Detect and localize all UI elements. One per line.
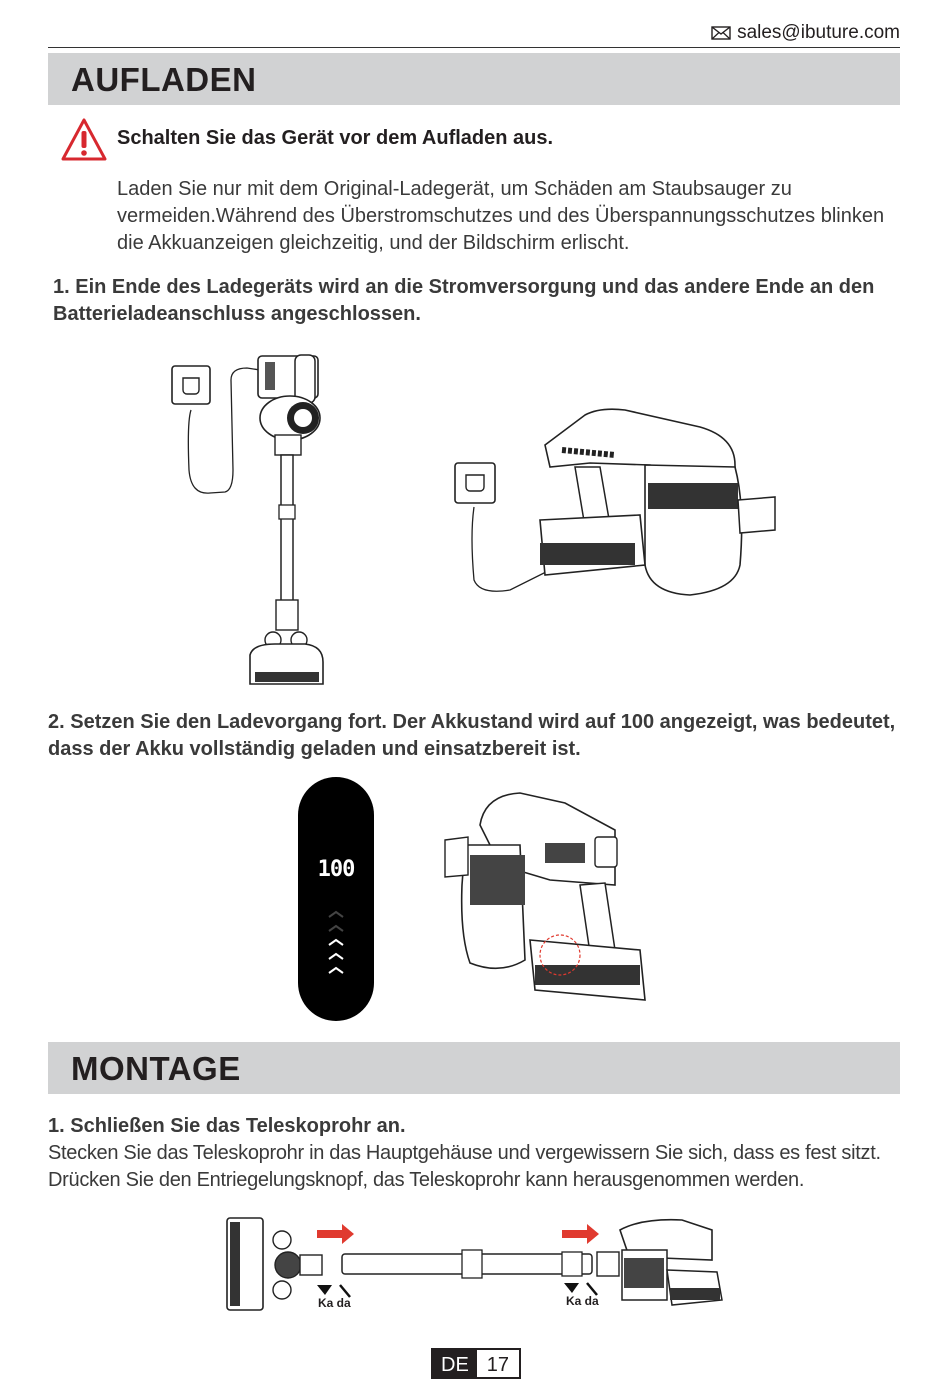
charging-step-2: 2. Setzen Sie den Ladevorgang fort. Der Akkustand wird auf 100 angezeigt, was bedeutet, dass der Akku vollständig geladen und einsatzbereit ist. (48, 711, 896, 760)
section-bar-assembly (48, 1042, 900, 1094)
section-title-assembly: MONTAGE (71, 1050, 241, 1087)
header-divider (48, 47, 900, 48)
page-language: DE (433, 1350, 477, 1377)
battery-level-indicator (298, 907, 374, 992)
section-bar-charging (48, 53, 900, 105)
section-title-charging: AUFLADEN (71, 61, 257, 98)
warning-icon (60, 117, 108, 163)
email-text: sales@ibuture.com (737, 22, 900, 43)
stick-vacuum-charging-illustration (165, 350, 365, 695)
warning-body: Laden Sie nur mit dem Original-Ladegerät, um Schäden am Staubsauger zu vermeiden.Während des Überstromschutzes und des Überspannungsschutzes blinken die Akkuanzeigen gleichzeitig, und der Bildschirm erlischt. (117, 178, 885, 254)
click-label-right: Ka da (566, 1294, 599, 1308)
assembly-step-1-title: 1. Schließen Sie das Teleskoprohr an. (48, 1115, 406, 1137)
page-number-box (431, 1348, 521, 1379)
telescopic-tube-assembly-illustration (222, 1210, 727, 1320)
assembly-step-1-body: Stecken Sie das Teleskoprohr in das Hauptgehäuse und vergewissern Sie sich, dass es fest sitzt. Drücken Sie den Entriegelungsknopf, das Teleskoprohr kann herausgenommen werden. (48, 1142, 881, 1191)
page-number: 17 (486, 1354, 510, 1376)
charging-step-1: 1. Ein Ende des Ladegeräts wird an die Stromversorgung und das andere Ende an den Batterieladeanschluss angeschlossen. (53, 276, 875, 325)
mail-icon (711, 26, 731, 40)
click-label-left: Ka da (318, 1296, 351, 1310)
handheld-vacuum-detail-illustration (440, 785, 655, 1015)
battery-display-panel (298, 777, 374, 1021)
handheld-vacuum-charging-illustration (450, 405, 785, 605)
warning-title: Schalten Sie das Gerät vor dem Aufladen aus. (117, 127, 554, 149)
battery-percentage-readout: 100 (317, 857, 355, 882)
header-email (711, 22, 900, 44)
